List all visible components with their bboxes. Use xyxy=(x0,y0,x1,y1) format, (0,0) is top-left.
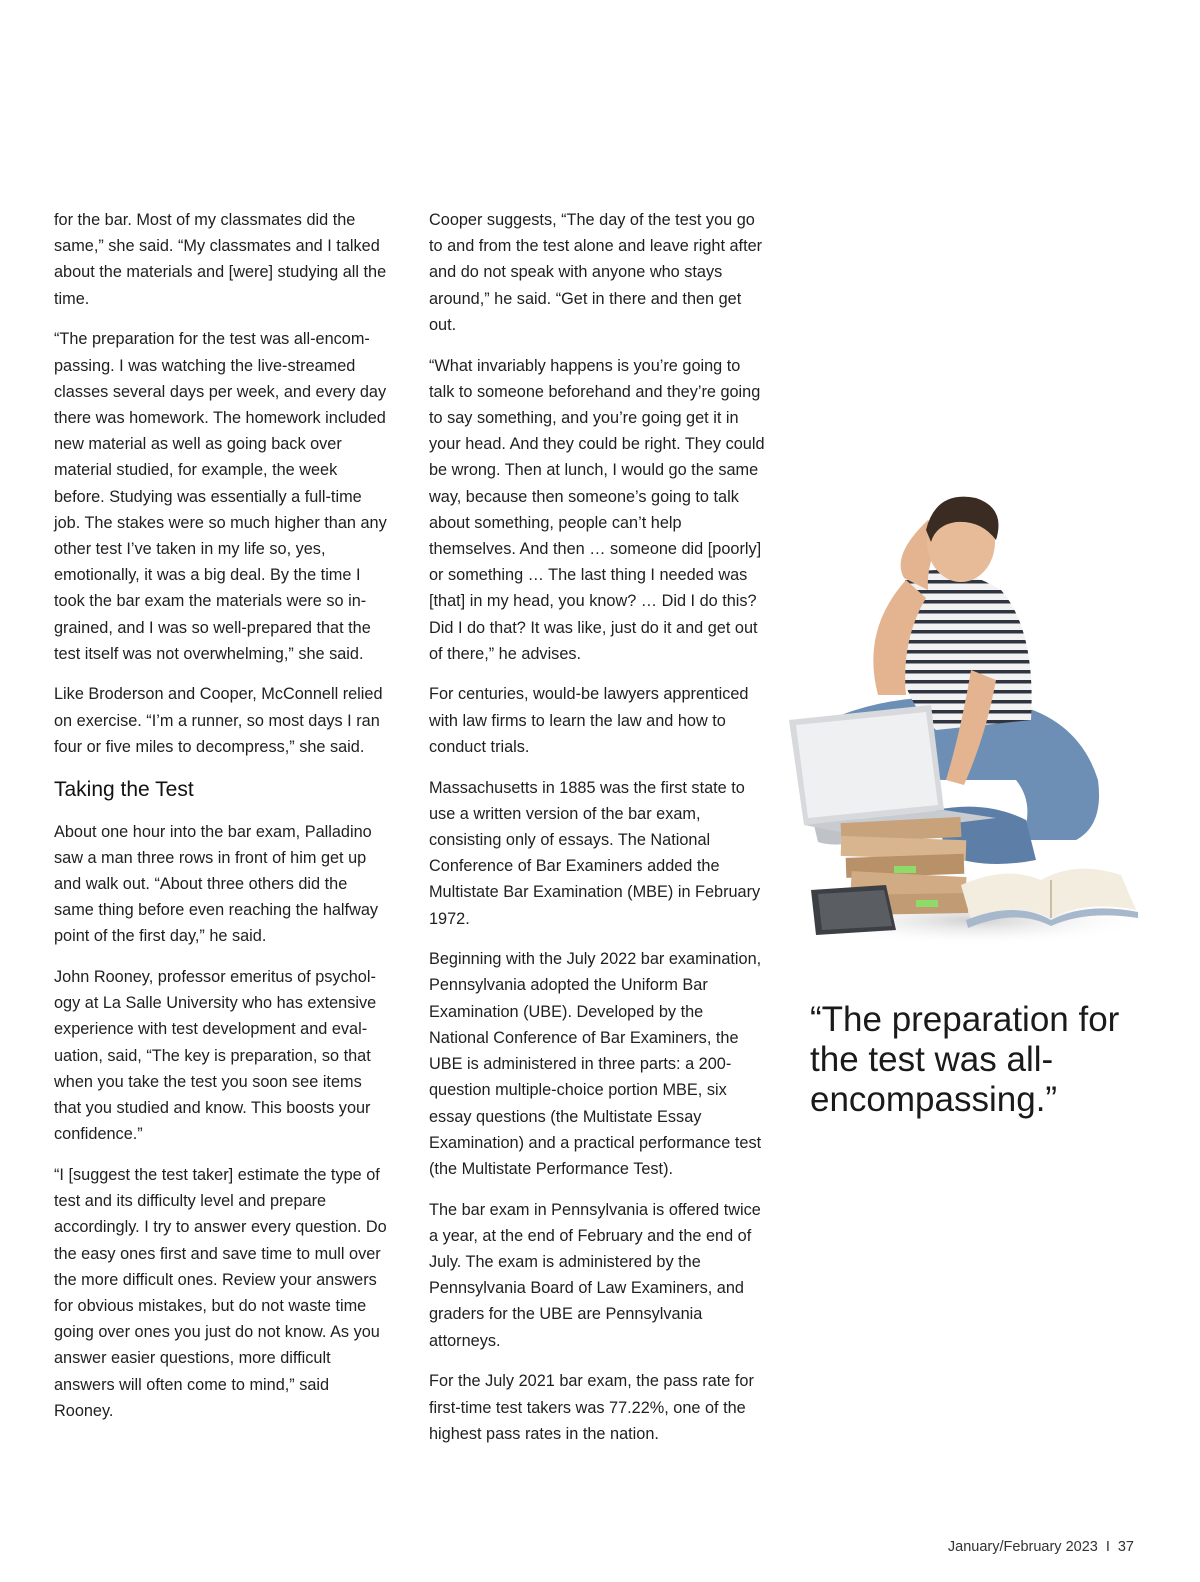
paragraph: Cooper suggests, “The day of the test you go to and from the test alone and leave right after and do not speak with anyone who stays around,” he said. “Get in there and then get out. xyxy=(429,211,763,334)
paragraph: For centuries, would-be lawyers apprenticed with law firms to learn the law and how to conduct trials. xyxy=(429,685,749,756)
issue-date: January/February 2023 xyxy=(947,1539,1098,1555)
student-studying-photo xyxy=(786,480,1142,950)
page-footer xyxy=(948,1539,1134,1555)
article-column-middle xyxy=(429,207,765,1461)
paragraph: For the July 2021 bar exam, the pass rate for first-time test takers was 77.22%, one of the highest pass rates in the nation. xyxy=(429,1372,754,1443)
pull-quote: “The preparation for the test was all-encompassing.” xyxy=(810,1000,1120,1119)
paragraph: for the bar. Most of my classmates did the same,” she said. “My classmates and I talked about the materials and [were] studying all the time. xyxy=(54,211,387,308)
paragraph: John Rooney, professor emeritus of psychology at La Salle University who has extensive experience with test development and evaluation, said, “The key is preparation, so that when you take the test you soon see items that you studied and know. This boosts your confidence.” xyxy=(54,968,377,1144)
paragraph: “What invariably happens is you’re going to talk to someone beforehand and they’re going to say something, and you’re going get it in your head. And they could be right. They could be wrong. Then at lunch, I would go the same way, because then someone’s going to talk about something, people can’t help themselves. And then … someone did [poorly] or something … The last thing I needed was [that] in my head, you know? … Did I do this? Did I do that? It was like, just do it and get out of there,” he advises. xyxy=(429,356,765,663)
page-number: 37 xyxy=(1117,1539,1134,1555)
paragraph: Like Broderson and Cooper, McConnell relied on exercise. “I’m a runner, so most days I ran four or five miles to decompress,” she said. xyxy=(54,685,383,756)
paragraph: The bar exam in Pennsylvania is offered twice a year, at the end of February and the end of July. The exam is administered by the Pennsylvania Board of Law Examiners, and graders for the UBE are Pennsylvania attorneys. xyxy=(429,1200,761,1350)
paragraph: Massachusetts in 1885 was the first state to use a written version of the bar exam, consisting only of essays. The National Conference of Bar Examiners added the Multistate Bar Examination (MBE) in February 1972. xyxy=(429,778,761,928)
section-heading: Taking the Test xyxy=(54,777,194,801)
paragraph: About one hour into the bar exam, Palladino saw a man three rows in front of him get up and walk out. “About three others did the same thing before even reaching the halfway point of the first day,” he said. xyxy=(54,822,379,946)
paragraph: “The preparation for the test was all-encompassing. I was watching the live-streamed classes several days per week, and every day there was homework. The homework included new material as well as going back over material studied, for example, the week before. Studying was essentially a full-time job. The stakes were so much higher than any other test I’ve taken in my life so, yes, emotionally, it was a big deal. By the time I took the bar exam the materials were so ingrained, and I was so well-prepared that the test itself was not overwhelming,” she said. xyxy=(54,330,387,663)
paragraph: “I [suggest the test taker] estimate the type of test and its difficulty level and prepare accordingly. I try to answer every question. Do the easy ones first and save time to mull over the more difficult ones. Review your answers for obvious mistakes, but do not waste time going over ones you just do not know. As you answer easier questions, more difficult answers will often come to mind,” said Rooney. xyxy=(54,1166,387,1420)
paragraph: Beginning with the July 2022 bar examination, Pennsylvania adopted the Uniform Bar Examination (UBE). Developed by the National Conference of Bar Examiners, the UBE is administered in three parts: a 200-question multiple-choice portion MBE, six essay questions (the Multistate Essay Examination) and a practical performance test (the Multistate Performance Test). xyxy=(429,950,762,1178)
article-column-left xyxy=(54,207,390,1439)
footer-separator: I xyxy=(1105,1539,1110,1555)
